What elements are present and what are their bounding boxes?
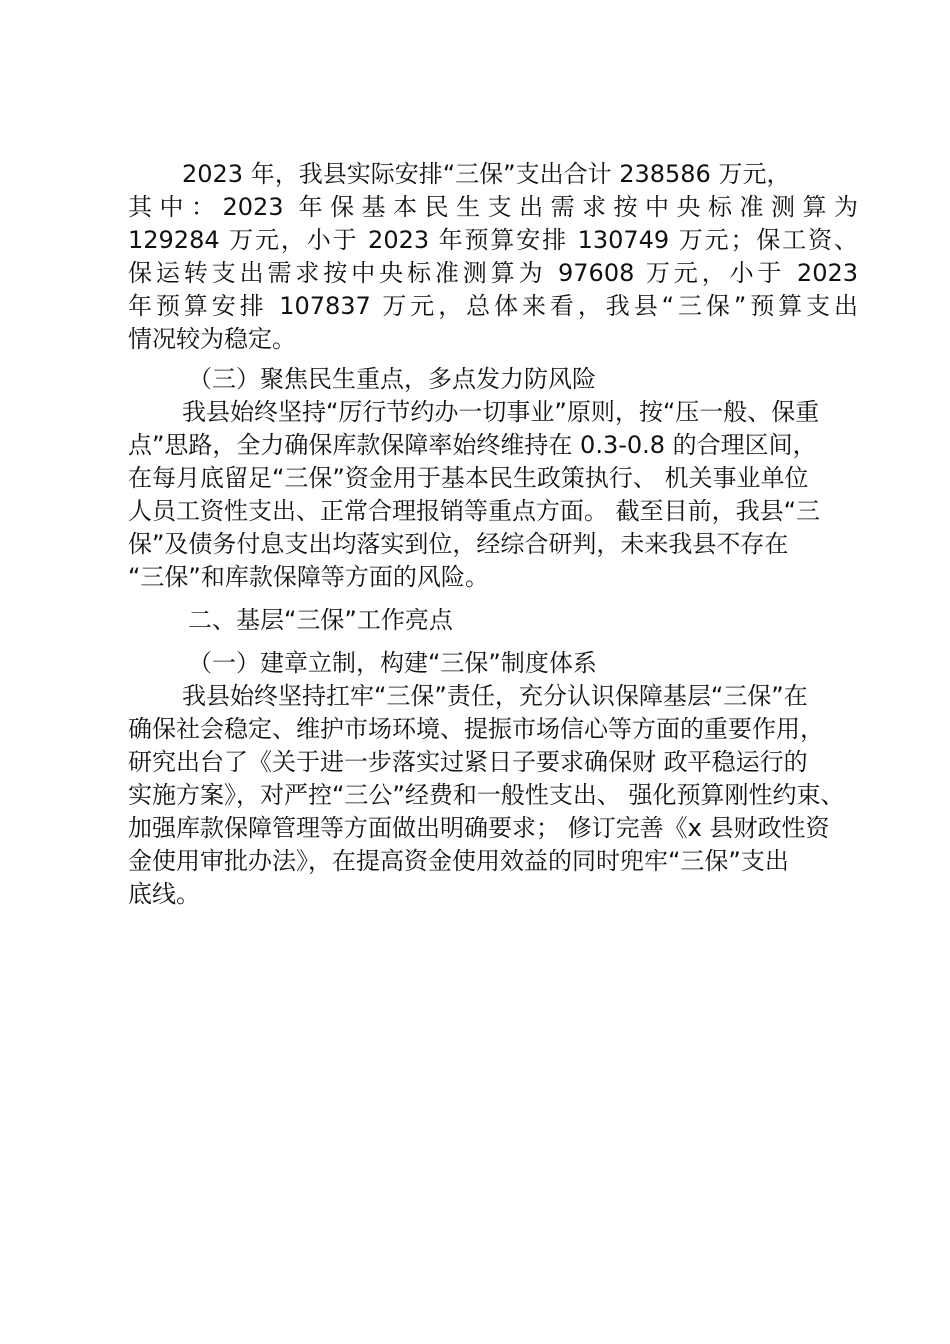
paragraph-line: 点”思路，全力确保库款保障率始终维持在 0.3-0.8 的合理区间， xyxy=(128,431,817,459)
paragraph-line: 金使用审批办法》，在提高资金使用效益的同时兜牢“三保”支出 xyxy=(128,847,789,875)
section-heading-3 xyxy=(128,363,858,396)
paragraph-risk-prevention xyxy=(128,396,858,594)
paragraph-line: 加强库款保障管理等方面做出明确要求； 修订完善《x 县财政性资 xyxy=(128,814,830,842)
section-heading-2 xyxy=(128,604,858,637)
paragraph-line: 在每月底留足“三保”资金用于基本民生政策执行、 机关事业单位 xyxy=(128,464,809,492)
document-body xyxy=(128,158,858,911)
paragraph-line: 保运转支出需求按中央标准测算为 97608 万元，小于 2023 xyxy=(128,259,858,287)
paragraph-line: 我县始终坚持扛牢“三保”责任，充分认识保障基层“三保”在 xyxy=(182,682,808,710)
paragraph-line: 底线。 xyxy=(128,880,200,908)
paragraph-line: 研究出台了《关于进一步落实过紧日子要求确保财 政平稳运行的 xyxy=(128,748,808,776)
section-heading-1 xyxy=(128,647,858,680)
paragraph-line: 年预算安排 107837 万元，总体来看，我县“三保”预算支出 xyxy=(128,292,858,320)
paragraph-line: 情况较为稳定。 xyxy=(128,325,296,353)
paragraph-line: 我县始终坚持“厉行节约办一切事业”原则，按“压一般、保重 xyxy=(182,398,820,426)
paragraph-line: 其中：2023 年保基本民生支出需求按中央标准测算为 xyxy=(128,193,858,221)
heading-line: （一）建章立制，构建“三保”制度体系 xyxy=(188,649,597,677)
heading-line: 二、基层“三保”工作亮点 xyxy=(188,606,453,634)
paragraph-line: 人员工资性支出、正常合理报销等重点方面。 截至目前，我县“三 xyxy=(128,497,821,525)
paragraph-line: 实施方案》，对严控“三公”经费和一般性支出、 强化预算刚性约束、 xyxy=(128,781,845,809)
paragraph-line: 2023 年，我县实际安排“三保”支出合计 238586 万元， xyxy=(182,160,791,188)
paragraph-line: 129284 万元，小于 2023 年预算安排 130749 万元；保工资、 xyxy=(128,226,858,254)
paragraph-line: 确保社会稳定、维护市场环境、提振市场信心等方面的重要作用， xyxy=(128,715,824,743)
paragraph-institution-building xyxy=(128,680,858,911)
paragraph-budget-overview xyxy=(128,158,858,356)
paragraph-line: “三保”和库款保障等方面的风险。 xyxy=(128,563,489,591)
paragraph-line: 保”及债务付息支出均落实到位，经综合研判，未来我县不存在 xyxy=(128,530,789,558)
heading-line: （三）聚焦民生重点，多点发力防风险 xyxy=(188,365,596,393)
